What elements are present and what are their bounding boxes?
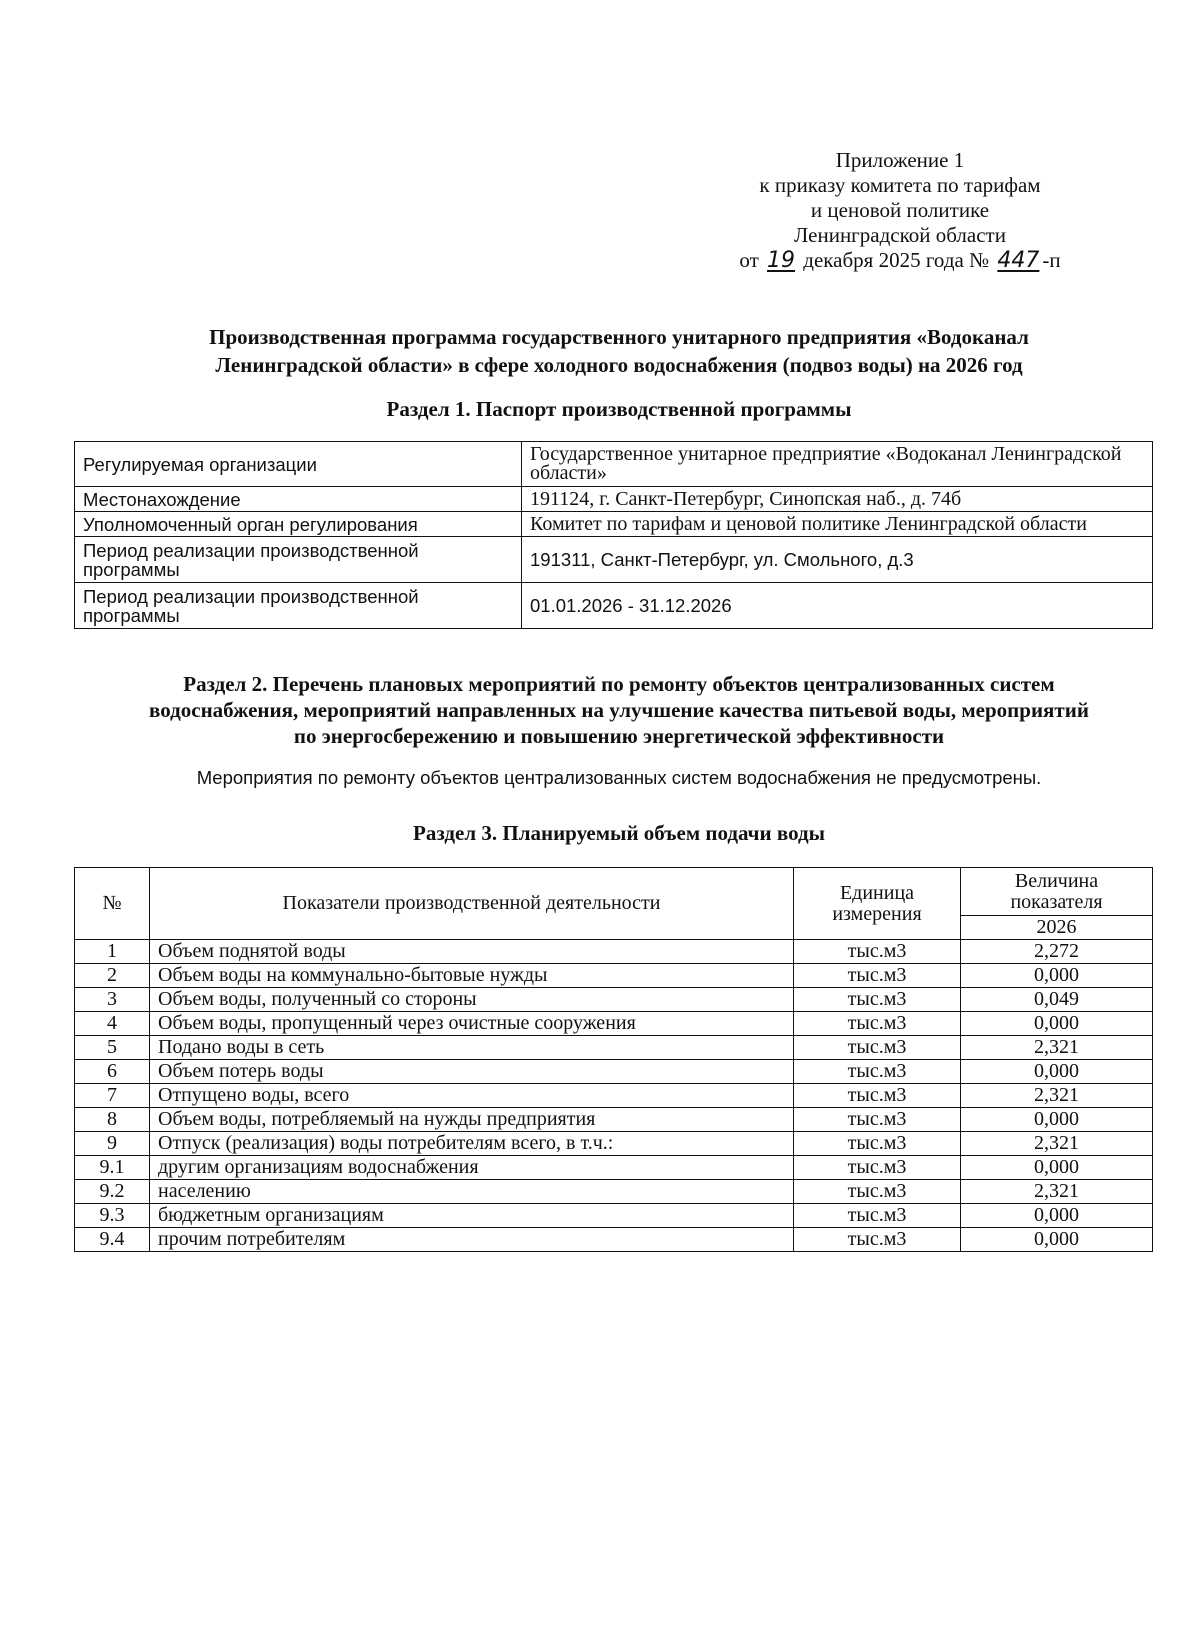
- passport-key: Период реализации производственной программы: [75, 537, 522, 583]
- table-header-row: [75, 868, 1153, 916]
- table-row: [75, 487, 1153, 512]
- table-row: [75, 1084, 1153, 1108]
- passport-value: 191311, Санкт-Петербург, ул. Смольного, д.3: [522, 537, 1153, 583]
- table-row: [75, 988, 1153, 1012]
- row-value: 0,000: [961, 964, 1153, 988]
- row-unit: тыс.м3: [794, 1012, 961, 1036]
- row-number: 9.3: [75, 1204, 150, 1228]
- passport-key: Регулируемая организации: [75, 442, 522, 487]
- row-unit: тыс.м3: [794, 1036, 961, 1060]
- date-prefix: от: [739, 248, 759, 272]
- row-indicator: Объем воды, полученный со стороны: [150, 988, 794, 1012]
- passport-value: Комитет по тарифам и ценовой политике Ленинградской области: [522, 512, 1153, 537]
- header-unit-line: Единица: [839, 881, 915, 904]
- passport-key: Период реализации производственной программы: [75, 583, 522, 629]
- row-unit: тыс.м3: [794, 1060, 961, 1084]
- row-unit: тыс.м3: [794, 1204, 961, 1228]
- row-value: 0,000: [961, 1156, 1153, 1180]
- row-value: 0,000: [961, 1060, 1153, 1084]
- table-row: [75, 442, 1153, 487]
- row-value: 2,272: [961, 940, 1153, 964]
- order-number-suffix: -п: [1042, 248, 1061, 272]
- row-indicator: Отпущено воды, всего: [150, 1084, 794, 1108]
- row-unit: тыс.м3: [794, 1156, 961, 1180]
- row-unit: тыс.м3: [794, 940, 961, 964]
- table-row: [75, 1156, 1153, 1180]
- table-row: [75, 537, 1153, 583]
- title-line: водоснабжения, мероприятий направленных на улучшение качества питьевой воды, мероприятий: [149, 698, 1089, 722]
- row-indicator: Объем воды, пропущенный через очистные сооружения: [150, 1012, 794, 1036]
- row-number: 4: [75, 1012, 150, 1036]
- section2-note: Мероприятия по ремонту объектов централизованных систем водоснабжения не предусмотрены.: [196, 767, 1042, 788]
- row-unit: тыс.м3: [794, 988, 961, 1012]
- title-line: Производственная программа государственного унитарного предприятия «Водоканал: [209, 325, 1029, 349]
- section1-title: Раздел 1. Паспорт производственной программы: [386, 397, 852, 421]
- table-row: [75, 512, 1153, 537]
- row-value: 2,321: [961, 1180, 1153, 1204]
- row-indicator: Объем поднятой воды: [150, 940, 794, 964]
- row-number: 7: [75, 1084, 150, 1108]
- row-value: 0,000: [961, 1228, 1153, 1252]
- appendix-line: и ценовой политике: [810, 198, 990, 222]
- header-value: [961, 868, 1153, 916]
- row-number: 9: [75, 1132, 150, 1156]
- row-indicator: Объем воды, потребляемый на нужды предприятия: [150, 1108, 794, 1132]
- handwritten-order-number: 447: [997, 248, 1040, 273]
- row-number: 6: [75, 1060, 150, 1084]
- header-num: №: [75, 868, 150, 940]
- row-number: 3: [75, 988, 150, 1012]
- header-unit-line: измерения: [832, 902, 922, 925]
- appendix-line: к приказу комитета по тарифам: [759, 173, 1041, 197]
- table-body: [75, 940, 1153, 1252]
- row-number: 9.4: [75, 1228, 150, 1252]
- row-indicator: прочим потребителям: [150, 1228, 794, 1252]
- row-indicator: населению: [150, 1180, 794, 1204]
- row-unit: тыс.м3: [794, 964, 961, 988]
- row-number: 2: [75, 964, 150, 988]
- row-indicator: Объем потерь воды: [150, 1060, 794, 1084]
- document-title: [60, 323, 1178, 379]
- date-middle: декабря 2025 года №: [803, 248, 990, 272]
- passport-key: Уполномоченный орган регулирования: [75, 512, 522, 537]
- table-row: [75, 1204, 1153, 1228]
- row-unit: тыс.м3: [794, 1132, 961, 1156]
- table-row: [75, 1012, 1153, 1036]
- row-value: 2,321: [961, 1084, 1153, 1108]
- table-row: [75, 1108, 1153, 1132]
- header-value-line: Величина: [1014, 869, 1099, 892]
- appendix-line: Ленинградской области: [794, 223, 1006, 247]
- header-year: 2026: [961, 916, 1153, 940]
- handwritten-day: 19: [767, 248, 796, 273]
- table-row: [75, 964, 1153, 988]
- row-number: 1: [75, 940, 150, 964]
- title-line: Ленинградской области» в сфере холодного водоснабжения (подвоз воды) на 2026 год: [215, 353, 1023, 377]
- row-value: 0,000: [961, 1204, 1153, 1228]
- row-value: 2,321: [961, 1036, 1153, 1060]
- row-indicator: Объем воды на коммунально-бытовые нужды: [150, 964, 794, 988]
- row-value: 0,000: [961, 1108, 1153, 1132]
- row-indicator: Подано воды в сеть: [150, 1036, 794, 1060]
- appendix-line: Приложение 1: [835, 148, 965, 172]
- table-row: [75, 1132, 1153, 1156]
- row-value: 0,049: [961, 988, 1153, 1012]
- row-number: 9.2: [75, 1180, 150, 1204]
- row-indicator: другим организациям водоснабжения: [150, 1156, 794, 1180]
- title-line: по энергосбережению и повышению энергетической эффективности: [293, 724, 945, 748]
- section2-title: [60, 671, 1178, 749]
- passport-table: [74, 441, 1153, 629]
- appendix-date-line: [680, 248, 1120, 273]
- row-unit: тыс.м3: [794, 1084, 961, 1108]
- row-number: 9.1: [75, 1156, 150, 1180]
- table-row: [75, 1180, 1153, 1204]
- row-unit: тыс.м3: [794, 1180, 961, 1204]
- row-indicator: бюджетным организациям: [150, 1204, 794, 1228]
- passport-key: Местонахождение: [75, 487, 522, 512]
- row-value: 2,321: [961, 1132, 1153, 1156]
- table-row: [75, 1228, 1153, 1252]
- header-unit: [794, 868, 961, 940]
- passport-value: 01.01.2026 - 31.12.2026: [522, 583, 1153, 629]
- passport-value: 191124, г. Санкт-Петербург, Синопская наб., д. 74б: [522, 487, 1153, 512]
- table-row: [75, 583, 1153, 629]
- water-volume-table: [74, 867, 1153, 1252]
- row-number: 8: [75, 1108, 150, 1132]
- passport-value: Государственное унитарное предприятие «Водоканал Ленинградской области»: [522, 442, 1153, 487]
- title-line: Раздел 2. Перечень плановых мероприятий по ремонту объектов централизованных систем: [183, 672, 1055, 696]
- row-unit: тыс.м3: [794, 1228, 961, 1252]
- appendix-header: [680, 148, 1120, 273]
- section3-title: Раздел 3. Планируемый объем подачи воды: [413, 821, 825, 845]
- table-row: [75, 940, 1153, 964]
- row-unit: тыс.м3: [794, 1108, 961, 1132]
- table-row: [75, 1060, 1153, 1084]
- header-indicator: Показатели производственной деятельности: [150, 868, 794, 940]
- row-indicator: Отпуск (реализация) воды потребителям всего, в т.ч.:: [150, 1132, 794, 1156]
- row-number: 5: [75, 1036, 150, 1060]
- header-value-line: показателя: [1010, 890, 1103, 913]
- table-row: [75, 1036, 1153, 1060]
- row-value: 0,000: [961, 1012, 1153, 1036]
